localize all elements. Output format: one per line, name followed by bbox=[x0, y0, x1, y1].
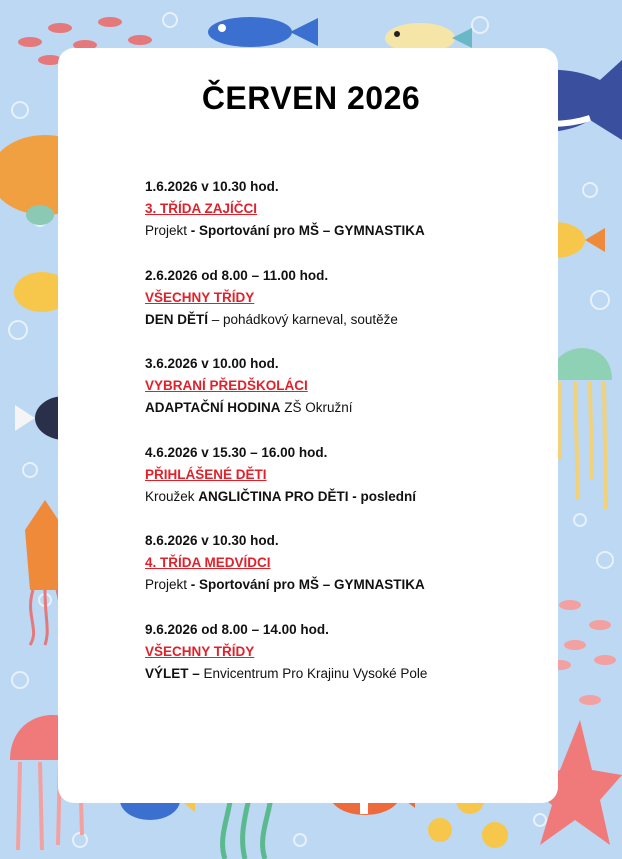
event-date: 2.6.2026 od 8.00 – 11.00 hod. bbox=[145, 267, 329, 283]
event-group: VYBRANÍ PŘEDŠKOLÁCI bbox=[145, 378, 308, 393]
event-desc-part: ADAPTAČNÍ HODINA bbox=[145, 400, 281, 415]
event-desc-part: DEN DĚTÍ bbox=[145, 311, 209, 327]
event-date: 1.6.2026 v 10.30 hod. bbox=[145, 179, 279, 194]
event-desc-part: Projekt bbox=[145, 577, 191, 592]
event-date: 9.6.2026 od 8.00 – 14.00 hod. bbox=[145, 621, 329, 637]
event-date: 4.6.2026 v 15.30 – 16.00 hod. bbox=[145, 444, 328, 460]
event-desc-part: Projekt bbox=[145, 223, 191, 238]
event-desc-part: - Sportování pro MŠ – GYMNASTIKA bbox=[190, 577, 425, 592]
event-description bbox=[145, 486, 565, 508]
event-item bbox=[145, 619, 565, 708]
event-desc-part: ANGLIČTINA PRO DĚTI - poslední bbox=[198, 488, 417, 504]
event-date: 3.6.2026 v 10.00 hod. bbox=[145, 356, 279, 371]
event-item bbox=[145, 530, 565, 619]
event-group: PŘIHLÁŠENÉ DĚTI bbox=[145, 466, 267, 482]
event-desc-part: VÝLET – bbox=[145, 665, 200, 681]
event-item bbox=[145, 442, 565, 531]
event-description bbox=[145, 663, 565, 685]
event-description bbox=[145, 309, 565, 331]
event-description bbox=[145, 397, 565, 419]
page-title: ČERVEN 2026 bbox=[201, 80, 421, 116]
event-desc-part: – pohádkový karneval, soutěže bbox=[208, 311, 398, 327]
event-group: 4. TŘÍDA MEDVÍDCI bbox=[145, 555, 271, 570]
event-item bbox=[145, 353, 565, 442]
event-description bbox=[145, 220, 565, 242]
event-desc-part: Envicentrum Pro Krajinu Vysoké Pole bbox=[199, 665, 428, 681]
event-group: VŠECHNY TŘÍDY bbox=[145, 643, 255, 659]
event-group: VŠECHNY TŘÍDY bbox=[145, 289, 255, 305]
event-description bbox=[145, 574, 565, 596]
event-desc-part: Kroužek bbox=[145, 488, 199, 504]
event-desc-part: ZŠ Okružní bbox=[280, 400, 353, 415]
event-item bbox=[145, 176, 565, 265]
event-group: 3. TŘÍDA ZAJÍČCI bbox=[145, 201, 258, 216]
event-date: 8.6.2026 v 10.30 hod. bbox=[145, 533, 279, 548]
event-list bbox=[145, 176, 565, 707]
event-desc-part: - Sportování pro MŠ – GYMNASTIKA bbox=[190, 223, 425, 238]
event-item bbox=[145, 265, 565, 354]
